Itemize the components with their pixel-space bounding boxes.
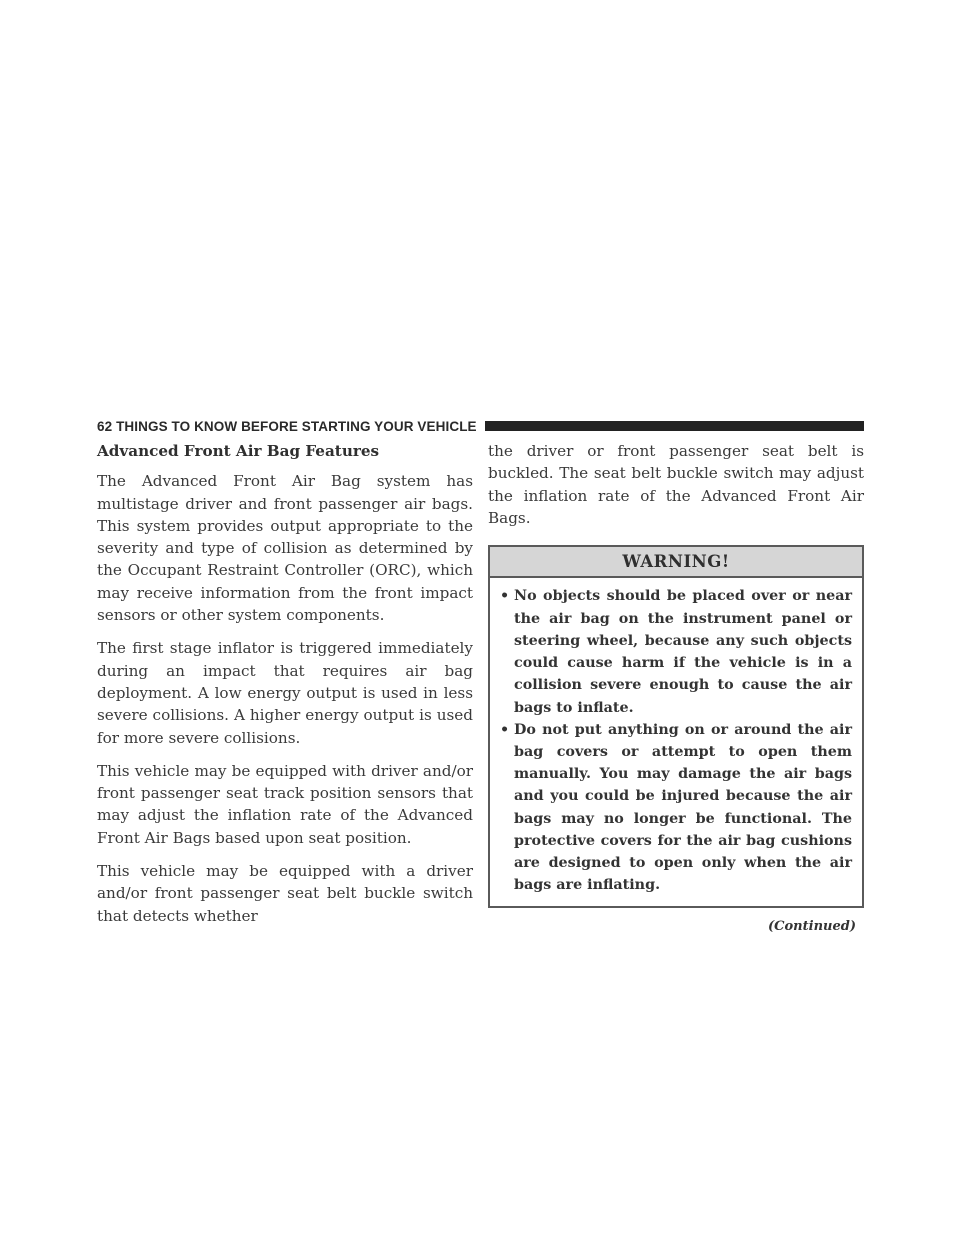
page-header xyxy=(97,418,864,434)
right-column xyxy=(488,440,864,939)
warning-item xyxy=(500,585,852,718)
warning-item-text: Do not put anything on or around the air bag covers or attempt to open them manually. You may damage the air bags and you could be injured because the air bags may no longer be functional. The protective covers for the air bag cushions are designed to open only when the air bags are inflating. xyxy=(514,721,852,894)
header-rule xyxy=(485,421,864,431)
bullet-icon: • xyxy=(500,588,510,605)
warning-item-text: No objects should be placed over or near the air bag on the instrument panel or steering wheel, because any such objects could cause harm if the vehicle is in a collision severe enough to cause the air bags to inflate. xyxy=(514,588,852,716)
paragraph: This vehicle may be equipped with a driver and/or front passenger seat belt buckle switch that detects whether xyxy=(97,862,473,925)
warning-title: WARNING! xyxy=(490,547,862,578)
section-heading: Advanced Front Air Bag Features xyxy=(97,442,380,460)
page-header-text xyxy=(97,419,477,434)
section-title: THINGS TO KNOW BEFORE STARTING YOUR VEHICLE xyxy=(116,418,477,434)
paragraph: The first stage inflator is triggered immediately during an impact that requires air bag deployment. A low energy output is used in less severe collisions. A higher energy output is used for more severe collisions. xyxy=(97,639,473,747)
warning-list xyxy=(490,578,862,906)
warning-box xyxy=(488,545,864,908)
left-column xyxy=(97,440,473,938)
paragraph: The Advanced Front Air Bag system has multistage driver and front passenger air bags. This system provides output appropriate to the severity and type of collision as determined by the Occupant Restraint Controller (ORC), which may receive information from the front impact sensors or other system components. xyxy=(97,472,473,625)
warning-item xyxy=(500,719,852,897)
paragraph: the driver or front passenger seat belt is buckled. The seat belt buckle switch may adjust the inflation rate of the Advanced Front Air Bags. xyxy=(488,442,864,527)
paragraph: This vehicle may be equipped with driver and/or front passenger seat track position sensors that may adjust the inflation rate of the Advanced Front Air Bags based upon seat position. xyxy=(97,761,473,847)
continued-label: (Continued) xyxy=(768,919,856,935)
page-number: 62 xyxy=(97,418,113,434)
bullet-icon: • xyxy=(500,721,510,738)
